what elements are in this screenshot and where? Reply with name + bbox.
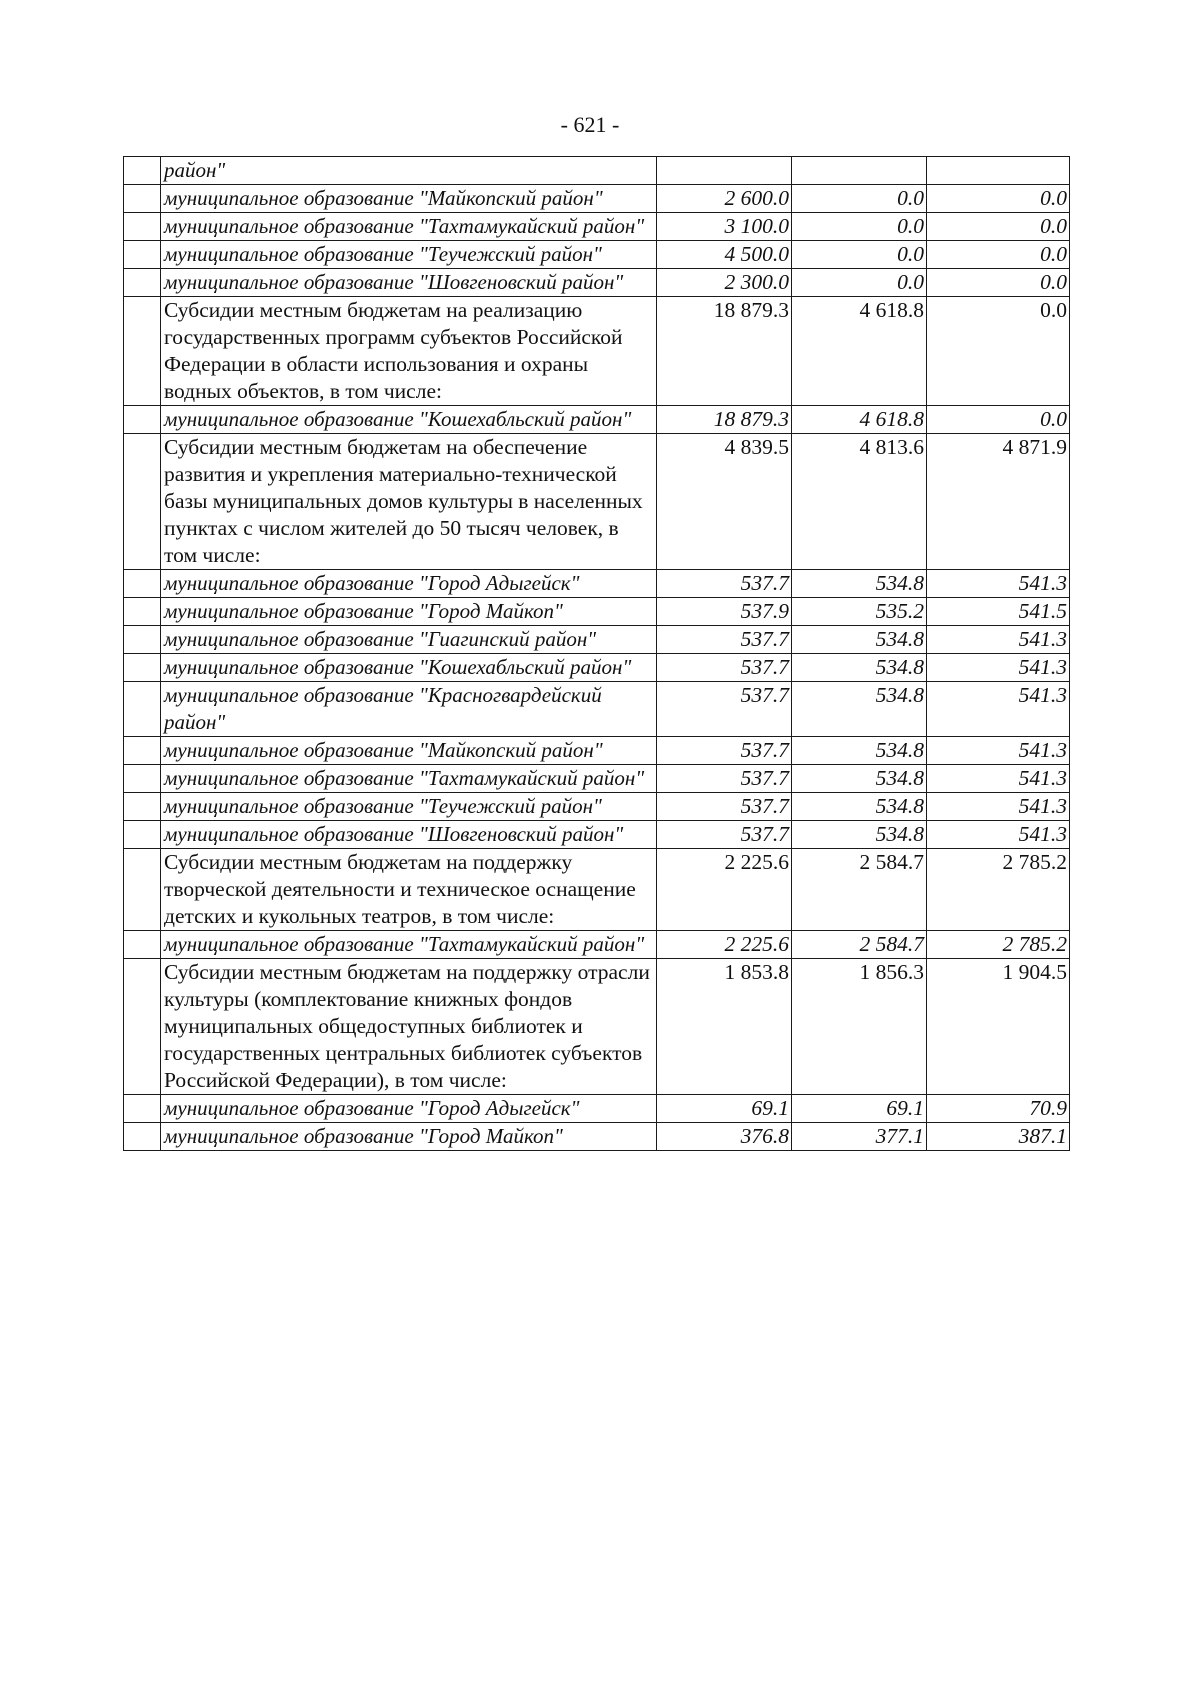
value-cell-3: 387.1 (927, 1123, 1070, 1151)
row-index-cell (124, 626, 161, 654)
value-cell-3: 541.3 (927, 654, 1070, 682)
value-cell-2: 534.8 (792, 654, 927, 682)
value-cell-2: 2 584.7 (792, 931, 927, 959)
table-row-municipality (124, 241, 1070, 269)
table-row-municipality (124, 157, 1070, 185)
value-cell-3: 541.3 (927, 682, 1070, 737)
value-cell-3: 0.0 (927, 241, 1070, 269)
table-row-subsidy (124, 434, 1070, 570)
table-row-municipality (124, 793, 1070, 821)
value-cell-2 (792, 157, 927, 185)
row-name-cell: район" (161, 157, 657, 185)
row-name-cell: Субсидии местным бюджетам на обеспечение развития и укрепления материально-технической базы муниципальных домов культуры в населенных пунктах с числом жителей до 50 тысяч человек, в том числе: (161, 434, 657, 570)
value-cell-3: 0.0 (927, 185, 1070, 213)
value-cell-3: 541.3 (927, 821, 1070, 849)
row-index-cell (124, 406, 161, 434)
table-row-municipality (124, 821, 1070, 849)
row-name-cell: муниципальное образование "Город Адыгейск" (161, 1095, 657, 1123)
value-cell-2: 69.1 (792, 1095, 927, 1123)
value-cell-1: 4 500.0 (657, 241, 792, 269)
table-row-municipality (124, 737, 1070, 765)
value-cell-2: 534.8 (792, 793, 927, 821)
value-cell-3: 541.3 (927, 626, 1070, 654)
value-cell-2: 1 856.3 (792, 959, 927, 1095)
value-cell-2: 534.8 (792, 570, 927, 598)
row-name-cell: муниципальное образование "Город Адыгейск" (161, 570, 657, 598)
row-name-cell: муниципальное образование "Шовгеновский район" (161, 821, 657, 849)
row-index-cell (124, 241, 161, 269)
row-name-cell: муниципальное образование "Тахтамукайский район" (161, 765, 657, 793)
value-cell-1: 537.7 (657, 570, 792, 598)
row-index-cell (124, 682, 161, 737)
row-index-cell (124, 654, 161, 682)
row-name-cell: муниципальное образование "Тахтамукайский район" (161, 931, 657, 959)
value-cell-3: 541.3 (927, 570, 1070, 598)
row-index-cell (124, 213, 161, 241)
budget-table-body (124, 157, 1070, 1151)
value-cell-3: 70.9 (927, 1095, 1070, 1123)
table-row-municipality (124, 185, 1070, 213)
row-index-cell (124, 765, 161, 793)
value-cell-1: 537.9 (657, 598, 792, 626)
row-index-cell (124, 269, 161, 297)
value-cell-1: 376.8 (657, 1123, 792, 1151)
row-name-cell: муниципальное образование "Майкопский район" (161, 185, 657, 213)
value-cell-1: 2 225.6 (657, 931, 792, 959)
value-cell-3: 541.3 (927, 765, 1070, 793)
row-name-cell: муниципальное образование "Красногвардейский район" (161, 682, 657, 737)
row-name-cell: муниципальное образование "Кошехабльский район" (161, 654, 657, 682)
value-cell-3: 541.3 (927, 737, 1070, 765)
value-cell-2: 534.8 (792, 765, 927, 793)
value-cell-1: 18 879.3 (657, 297, 792, 406)
table-row-subsidy (124, 849, 1070, 931)
row-index-cell (124, 793, 161, 821)
value-cell-3: 1 904.5 (927, 959, 1070, 1095)
table-row-municipality (124, 765, 1070, 793)
value-cell-1: 537.7 (657, 654, 792, 682)
value-cell-2: 0.0 (792, 269, 927, 297)
value-cell-1: 2 600.0 (657, 185, 792, 213)
value-cell-1: 18 879.3 (657, 406, 792, 434)
row-name-cell: муниципальное образование "Теучежский район" (161, 241, 657, 269)
value-cell-1: 2 300.0 (657, 269, 792, 297)
value-cell-2: 0.0 (792, 185, 927, 213)
row-name-cell: муниципальное образование "Город Майкоп" (161, 1123, 657, 1151)
value-cell-1 (657, 157, 792, 185)
table-row-municipality (124, 931, 1070, 959)
row-name-cell: муниципальное образование "Теучежский район" (161, 793, 657, 821)
table-row-subsidy (124, 297, 1070, 406)
table-row-municipality (124, 1095, 1070, 1123)
value-cell-3 (927, 157, 1070, 185)
row-name-cell: муниципальное образование "Майкопский район" (161, 737, 657, 765)
value-cell-2: 4 618.8 (792, 297, 927, 406)
value-cell-2: 0.0 (792, 241, 927, 269)
table-row-subsidy (124, 959, 1070, 1095)
row-index-cell (124, 598, 161, 626)
table-row-municipality (124, 682, 1070, 737)
table-row-municipality (124, 598, 1070, 626)
value-cell-2: 4 813.6 (792, 434, 927, 570)
budget-table (123, 156, 1070, 1151)
value-cell-1: 69.1 (657, 1095, 792, 1123)
table-row-municipality (124, 213, 1070, 241)
row-index-cell (124, 1095, 161, 1123)
row-name-cell: муниципальное образование "Тахтамукайский район" (161, 213, 657, 241)
row-index-cell (124, 821, 161, 849)
row-index-cell (124, 297, 161, 406)
value-cell-2: 535.2 (792, 598, 927, 626)
value-cell-2: 534.8 (792, 682, 927, 737)
row-index-cell (124, 849, 161, 931)
row-name-cell: муниципальное образование "Шовгеновский район" (161, 269, 657, 297)
value-cell-3: 4 871.9 (927, 434, 1070, 570)
row-name-cell: муниципальное образование "Город Майкоп" (161, 598, 657, 626)
row-index-cell (124, 931, 161, 959)
value-cell-1: 537.7 (657, 626, 792, 654)
value-cell-2: 534.8 (792, 821, 927, 849)
row-name-cell: Субсидии местным бюджетам на реализацию государственных программ субъектов Российской Федерации в области использования и охраны водных объектов, в том числе: (161, 297, 657, 406)
page-number: - 621 - (560, 112, 620, 137)
value-cell-3: 0.0 (927, 406, 1070, 434)
value-cell-2: 0.0 (792, 213, 927, 241)
row-index-cell (124, 434, 161, 570)
row-index-cell (124, 157, 161, 185)
row-index-cell (124, 1123, 161, 1151)
value-cell-1: 537.7 (657, 765, 792, 793)
value-cell-1: 537.7 (657, 737, 792, 765)
value-cell-1: 3 100.0 (657, 213, 792, 241)
value-cell-2: 2 584.7 (792, 849, 927, 931)
row-name-cell: Субсидии местным бюджетам на поддержку отрасли культуры (комплектование книжных фондов муниципальных общедоступных библиотек и государственных центральных библиотек субъектов Российской Федерации), в том числе: (161, 959, 657, 1095)
value-cell-3: 0.0 (927, 213, 1070, 241)
row-name-cell: муниципальное образование "Кошехабльский район" (161, 406, 657, 434)
row-index-cell (124, 185, 161, 213)
table-row-municipality (124, 570, 1070, 598)
value-cell-1: 537.7 (657, 821, 792, 849)
row-index-cell (124, 737, 161, 765)
table-row-municipality (124, 654, 1070, 682)
value-cell-1: 4 839.5 (657, 434, 792, 570)
row-index-cell (124, 570, 161, 598)
value-cell-1: 537.7 (657, 682, 792, 737)
value-cell-1: 2 225.6 (657, 849, 792, 931)
value-cell-3: 541.3 (927, 793, 1070, 821)
row-name-cell: муниципальное образование "Гиагинский район" (161, 626, 657, 654)
value-cell-3: 0.0 (927, 297, 1070, 406)
value-cell-3: 0.0 (927, 269, 1070, 297)
value-cell-2: 377.1 (792, 1123, 927, 1151)
table-row-municipality (124, 269, 1070, 297)
row-index-cell (124, 959, 161, 1095)
row-name-cell: Субсидии местным бюджетам на поддержку творческой деятельности и техническое оснащение детских и кукольных театров, в том числе: (161, 849, 657, 931)
value-cell-3: 2 785.2 (927, 931, 1070, 959)
value-cell-3: 541.5 (927, 598, 1070, 626)
table-row-municipality (124, 1123, 1070, 1151)
value-cell-1: 1 853.8 (657, 959, 792, 1095)
value-cell-3: 2 785.2 (927, 849, 1070, 931)
value-cell-2: 534.8 (792, 626, 927, 654)
value-cell-1: 537.7 (657, 793, 792, 821)
value-cell-2: 4 618.8 (792, 406, 927, 434)
table-row-municipality (124, 626, 1070, 654)
table-row-municipality (124, 406, 1070, 434)
value-cell-2: 534.8 (792, 737, 927, 765)
